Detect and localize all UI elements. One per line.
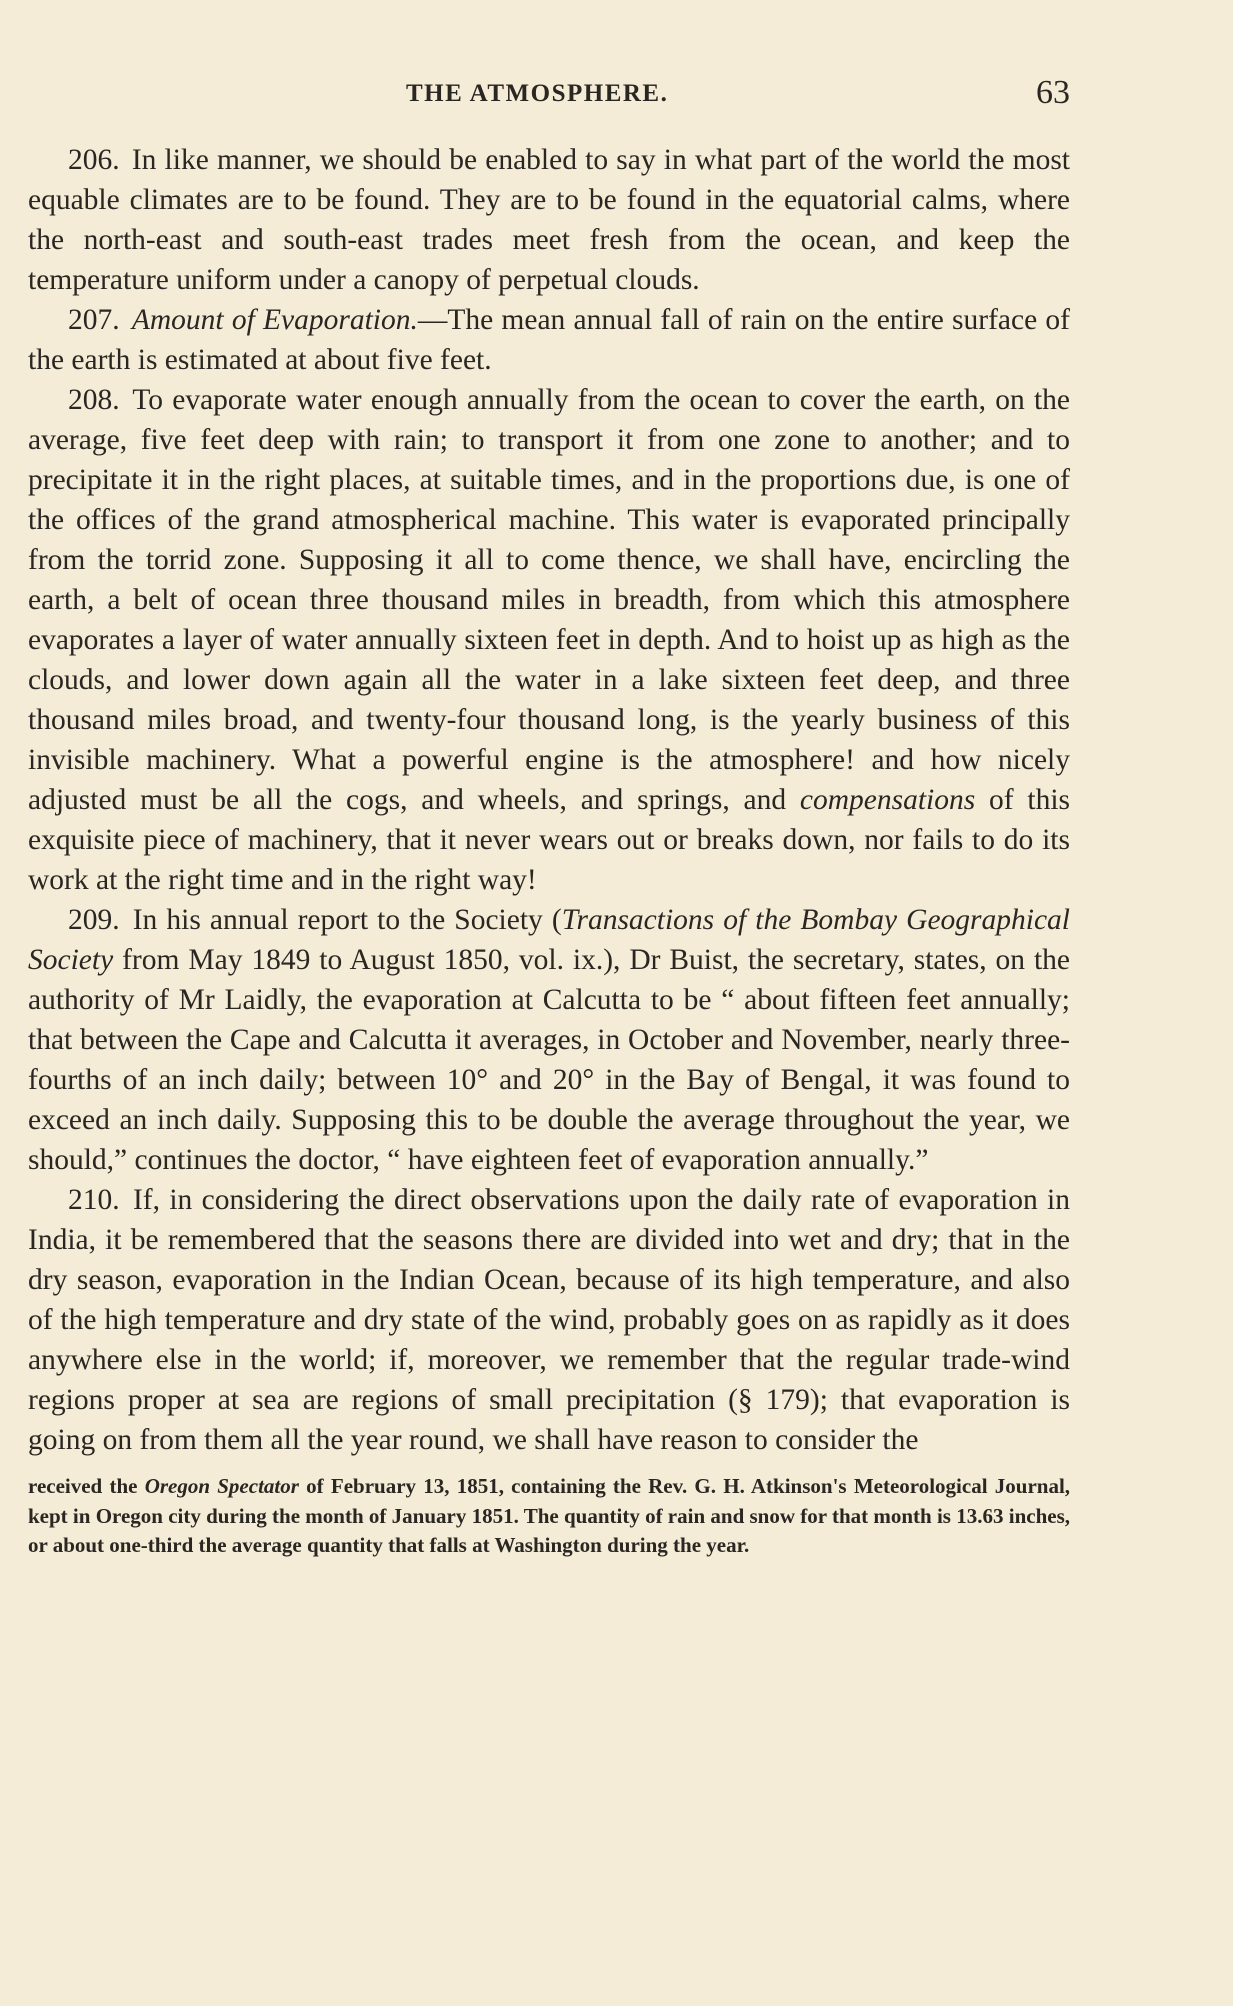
paragraph-text: from May 1849 to August 1850, vol. ix.), Dr Buist, the secretary, states, on the authority of Mr Laidly, the evaporation at Calcutta to be “ about fifteen feet annually; that between the Cape and Calcutta it averages, in October and November, nearly three-fourths of an inch daily; between 10° and 20° in the Bay of Bengal, it was found to exceed an inch daily. Supposing this to be double the average throughout the year, we should,” continues the doctor, “ have eighteen feet of evaporation annually.” (28, 944, 1071, 1176)
footnote-text: received the (28, 1474, 138, 1498)
paragraph-text: In his annual report to the Society ( (132, 904, 562, 936)
paragraph-text: of this exquisite piece of machinery, that it never wears out or breaks down, nor fails to do its work at the right time and in the right way! (28, 784, 1071, 896)
running-head: THE ATMOSPHERE. (406, 80, 669, 107)
paragraph-text: In like manner, we should be enabled to say in what part of the world the most equable climates are to be found. They are to be found in the equatorial calms, where the north-east and south-east trades meet fresh from the ocean, and keep the temperature uniform under a canopy of perpetual clouds. (28, 144, 1070, 296)
paragraph-text: —The mean annual fall of rain on the entire surface of the earth is estimated at about five feet. (28, 304, 1070, 376)
page-header (28, 74, 1070, 124)
paragraph-text: To evaporate water enough annually from the ocean to cover the earth, on the average, five feet deep with rain; to transport it from one zone to another; and to precipitate it in the right places, at suitable times, and in the proportions due, is one of the offices of the grand atmospherical machine. This water is evaporated principally from the torrid zone. Supposing it all to come thence, we shall have, encircling the earth, a belt of ocean three thousand miles in breadth, from which this atmosphere evaporates a layer of water annually sixteen feet in depth. And to hoist up as high as the clouds, and lower down again all the water in a lake sixteen feet deep, and three thousand miles broad, and twenty-four thousand long, is the yearly business of this invisible machinery. What a powerful engine is the atmosphere! and how nicely adjusted must be all the cogs, and wheels, and springs, and (28, 384, 1070, 816)
footnote (28, 1472, 1070, 1561)
footnote-text: of February 13, 1851, containing the Rev. G. H. Atkinson's Meteorological Journal, kept in Oregon city during the month of January 1851. The quantity of rain and snow for that month is 13.63 inches, or about one-third the average quantity that falls at Washington during the year. (28, 1474, 1071, 1557)
emphasis: compensations (799, 784, 976, 816)
footnote-title: Oregon Spectator (144, 1474, 299, 1498)
paragraph-210 (28, 1180, 1070, 1460)
page-number: 63 (1036, 74, 1070, 111)
paragraph-number: 206. (68, 144, 120, 176)
paragraph-number: 207. (68, 304, 120, 336)
source-citation: Transactions of the Bombay Geographical Society (28, 904, 1070, 976)
book-page (28, 74, 1070, 1561)
paragraph-number: 208. (68, 384, 120, 416)
paragraph-207 (28, 300, 1070, 380)
body-text (28, 140, 1070, 1460)
section-title: Amount of Evaporation. (131, 304, 418, 336)
paragraph-text: If, in considering the direct observations upon the daily rate of evaporation in India, it be remembered that the seasons there are divided into wet and dry; that in the dry season, evaporation in the Indian Ocean, because of its high temperature, and also of the high temperature and dry state of the wind, probably goes on as rapidly as it does anywhere else in the world; if, moreover, we remember that the regular trade-wind regions proper at sea are regions of small precipitation (§ 179); that evaporation is going on from them all the year round, we shall have reason to consider the (28, 1184, 1070, 1456)
paragraph-208 (28, 380, 1070, 900)
paragraph-206 (28, 140, 1070, 300)
paragraph-number: 210. (68, 1184, 120, 1216)
paragraph-209 (28, 900, 1070, 1180)
paragraph-number: 209. (68, 904, 120, 936)
